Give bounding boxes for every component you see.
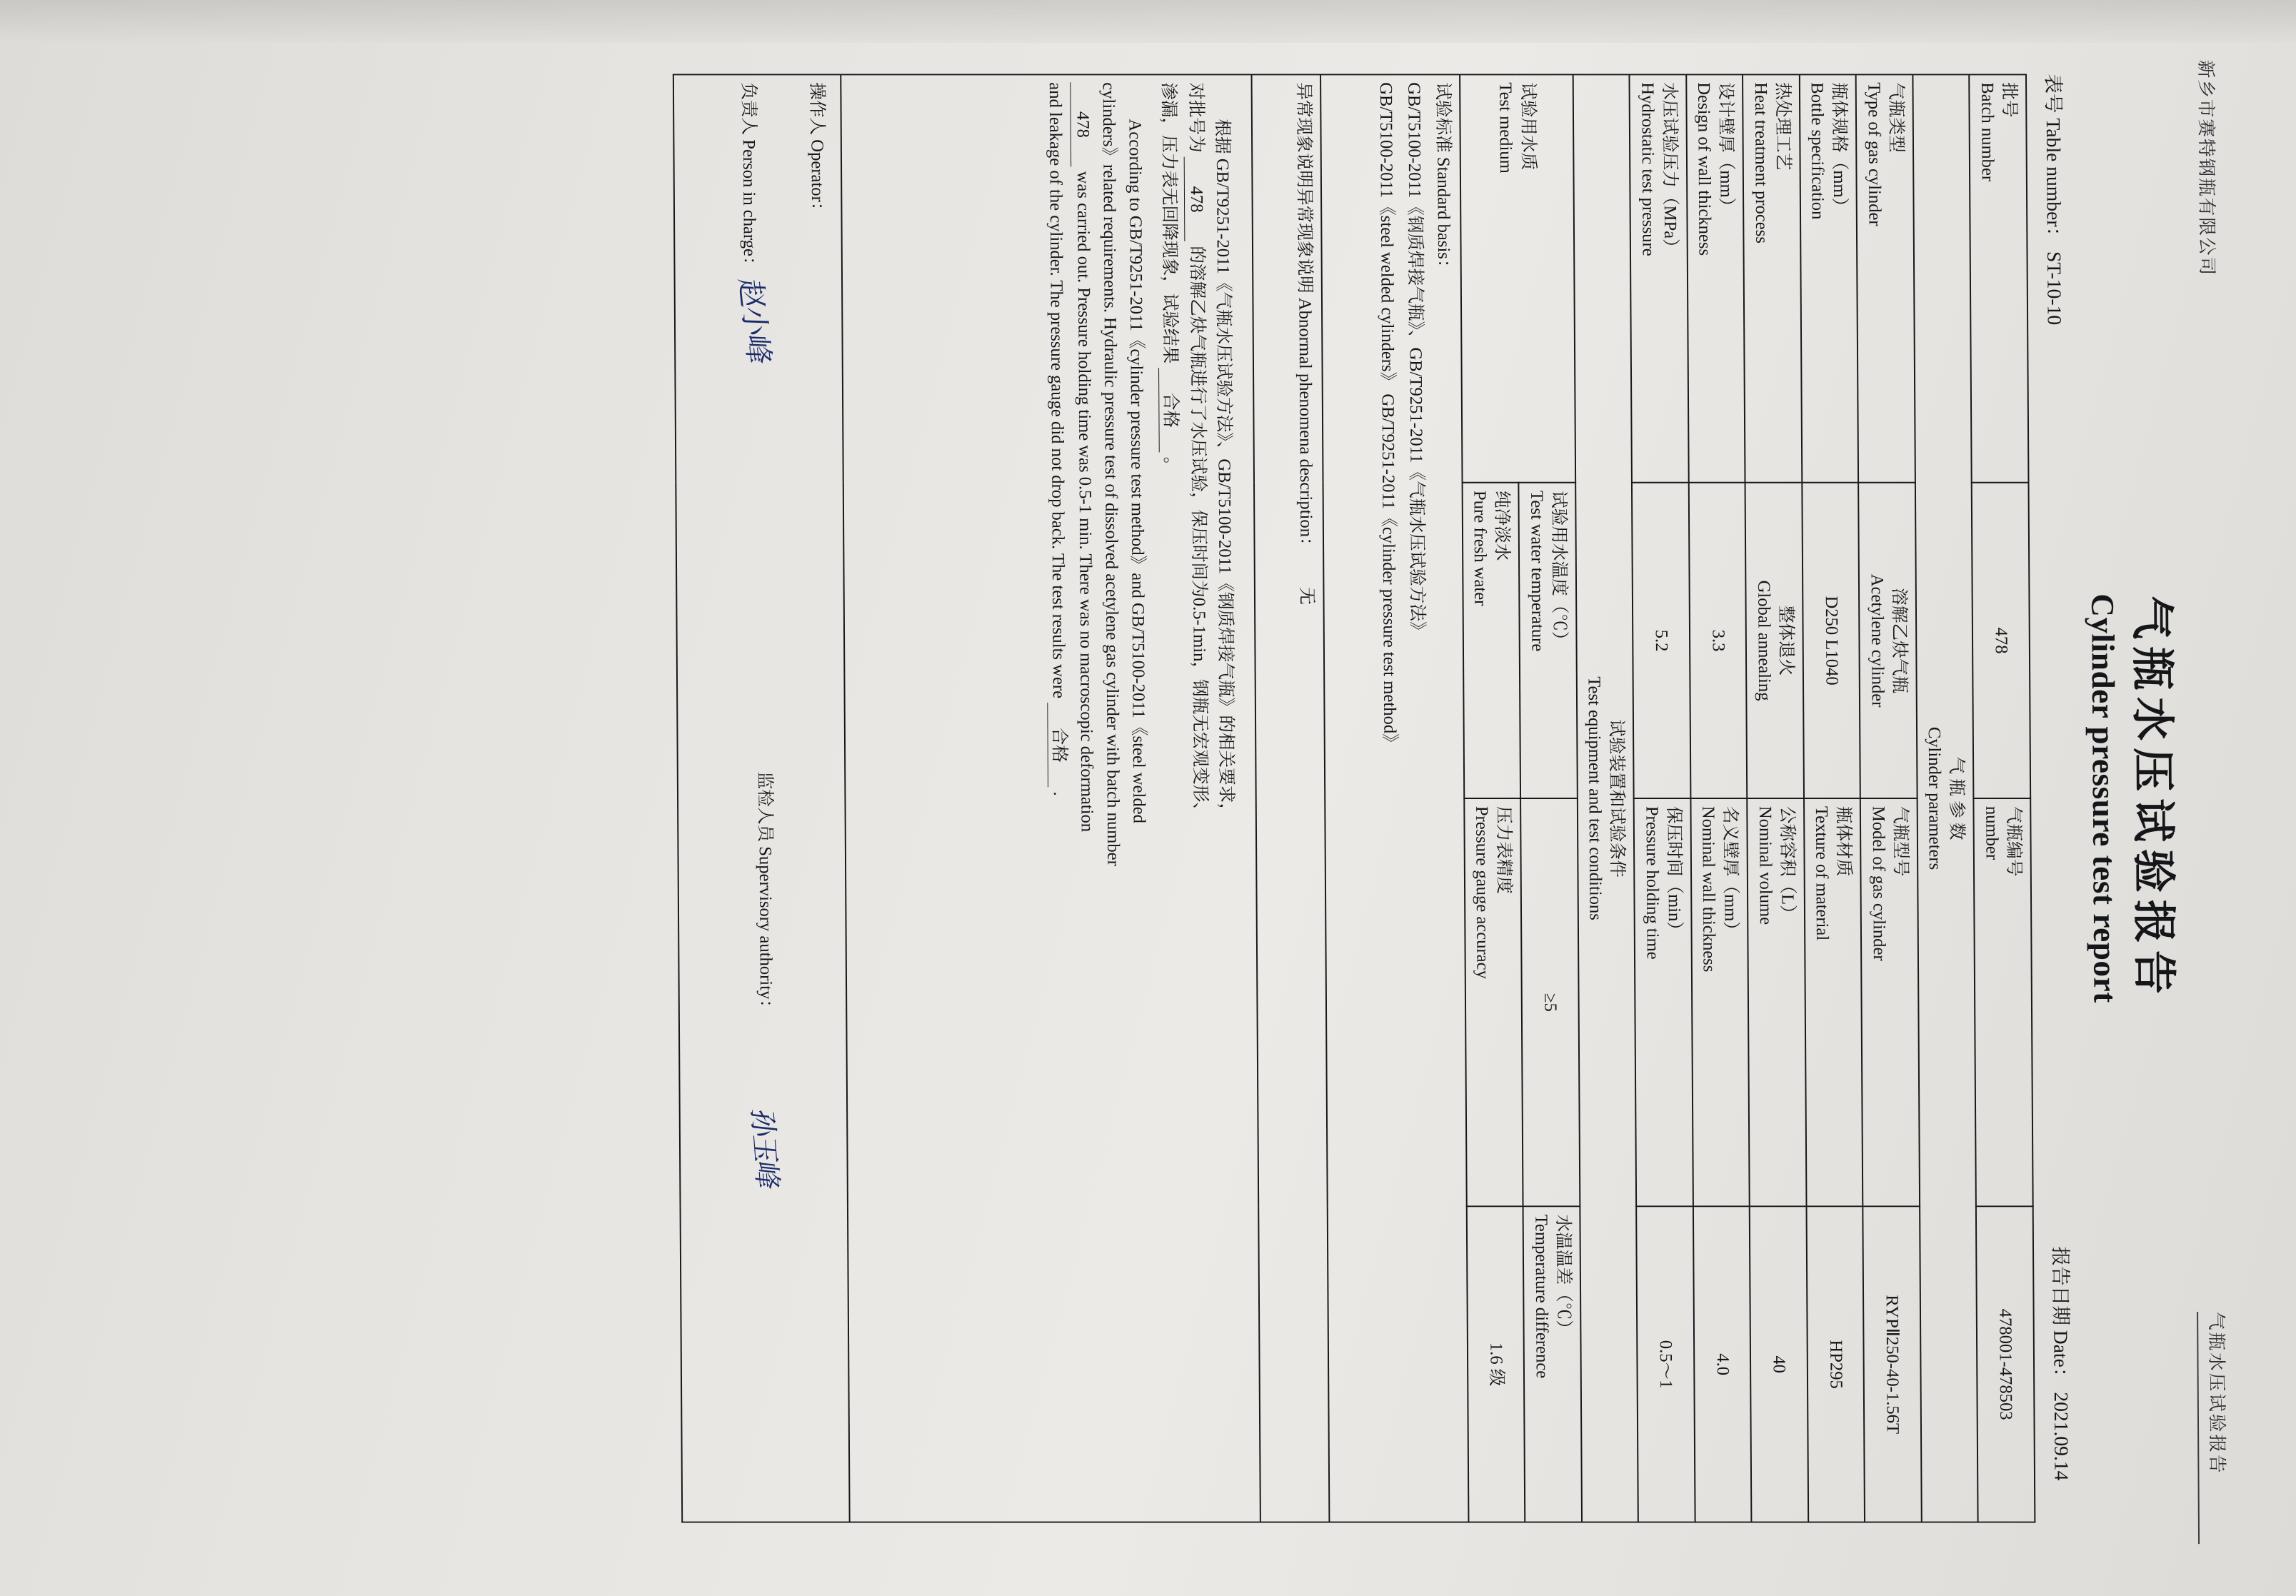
signature-cell <box>673 74 849 1522</box>
row-label-2 <box>1804 798 1863 1206</box>
report-table <box>672 74 2035 1522</box>
row-label-cn: 热处理工艺 <box>1772 81 1793 170</box>
table-row-conditions-header <box>1573 74 1638 1522</box>
row-value: 3.3 <box>1688 483 1747 798</box>
medium-label-cn: 试验用水质 <box>1518 81 1538 170</box>
row-label-cn: 瓶体规格（mm） <box>1829 81 1849 215</box>
standard-basis-head: 试验标准 Standard basis： <box>1433 81 1453 276</box>
signature-row-operator <box>771 82 836 1514</box>
serial-value: 478001-478503 <box>1976 1206 2035 1522</box>
condition-value-3: 1.6 级 <box>1466 1206 1525 1522</box>
page-title-en: Cylinder pressure test report <box>2084 593 2123 1003</box>
serial-label-cn: 气瓶编号 <box>2003 805 2023 876</box>
row-value-2: 0.5～1 <box>1636 1206 1695 1522</box>
row-label-2-cn: 瓶体材质 <box>1833 805 1853 876</box>
medium-label-en: Test medium <box>1495 81 1515 174</box>
standard-basis-line1: GB/T5100-2011《钢质焊接气瓶》、GB/T9251-2011《气瓶水压试验方法》 <box>1403 81 1426 639</box>
analysis-en-line1: According to GB/T9251-2011《cylinder pressure test method》and GB/T5100-2011《steel welded <box>1125 118 1148 823</box>
table-row-analysis <box>841 74 1260 1522</box>
table-row-condition <box>1516 74 1582 1522</box>
table-row <box>1743 74 1808 1522</box>
signature-row-charge <box>708 81 783 1514</box>
conditions-header-cn: 试验装置和试验条件 <box>1606 718 1627 878</box>
table-row-signatures <box>673 74 849 1522</box>
authority-label: 监检人员 Supervisory authority： <box>754 771 776 1017</box>
in-charge-signature: 赵小峰 <box>732 277 777 363</box>
row-label-2 <box>1860 798 1920 1206</box>
row-label-2-en: Nominal wall thickness <box>1698 805 1719 972</box>
analysis-batch-cn: 478 <box>1184 156 1207 241</box>
row-value-2: RYPⅡ250-40-1.56T <box>1863 1206 1921 1522</box>
params-header-en: Cylinder parameters <box>1924 726 1945 870</box>
row-label <box>1799 74 1858 483</box>
analysis-en-line2-text: cylinders》related requirements. Hydraulic pressure test of dissolved acetylene gas cylinder with batch number <box>1098 81 1123 866</box>
row-label <box>1629 74 1688 483</box>
analysis-batch-en: 478 <box>1070 82 1093 166</box>
standard-basis-line2: GB/T5100-2011《steel welded cylinders》 GB/T9251-2011《cylinder pressure test method》 <box>1375 81 1400 751</box>
condition-medium-value-cn: 纯净淡水 <box>1491 490 1512 561</box>
report-date-label: 报告日期 Date： <box>2048 1246 2071 1387</box>
side-mark-text: 气瓶水压试验报告 <box>2205 1311 2227 1475</box>
table-row <box>1856 74 1922 1522</box>
table-row-params-header <box>1913 74 1978 1522</box>
row-value: 5.2 <box>1632 483 1690 798</box>
row-label-2 <box>1747 798 1806 1206</box>
params-header <box>1913 74 1978 1522</box>
analysis-result-cn: 合格 <box>1158 368 1181 452</box>
row-label <box>1856 74 1915 483</box>
condition-label-2-cn: 水温温差（℃） <box>1553 1214 1573 1337</box>
row-value: D250 L1040 <box>1802 483 1860 798</box>
analysis-en-line4 <box>1043 82 1075 1514</box>
conditions-header <box>1573 74 1638 1522</box>
analysis-cn-line3 <box>1156 82 1188 1514</box>
batch-value: 478 <box>1972 483 2030 798</box>
condition-label-2 <box>1523 1206 1582 1522</box>
analysis-en-line4-pre: and leakage of the cylinder. The pressure gauge did not drop back. The test results were <box>1045 81 1068 698</box>
table-row-standard-basis <box>1320 74 1468 1522</box>
row-label-2-en: Model of gas cylinder <box>1868 805 1888 961</box>
page-title-cn: 气瓶水压试验报告 <box>2125 595 2180 1001</box>
row-label-cn: 气瓶类型 <box>1885 81 1905 153</box>
condition-label-cn: 试验用水温度（℃） <box>1548 490 1569 649</box>
row-label-2-cn: 气瓶型号 <box>1890 805 1910 876</box>
analysis-cn-line2-post: 的溶解乙炔气瓶进行了水压试验，保压时间为0.5-1min，钢瓶无宏观变形、 <box>1186 245 1210 820</box>
table-number-label: 表号 Table number： <box>2041 73 2065 246</box>
table-row <box>1799 74 1865 1522</box>
row-value-2: 4.0 <box>1693 1206 1751 1522</box>
analysis-en-line4-post: . <box>1050 791 1069 796</box>
row-label-2-en: Nominal volume <box>1755 805 1775 925</box>
serial-label-en: number <box>1981 805 2001 860</box>
condition-label-3-cn: 压力表精度 <box>1493 805 1514 894</box>
abnormal-cell <box>1251 74 1329 1522</box>
row-value-2: 40 <box>1750 1206 1808 1522</box>
document-rotation-wrapper <box>49 31 2246 1565</box>
row-label-2-cn: 保压时间（min） <box>1663 805 1684 939</box>
condition-medium-value <box>1462 483 1520 798</box>
analysis-cn-line3-post: 。 <box>1160 456 1180 474</box>
row-value-cn: 整体退火 <box>1775 605 1795 676</box>
analysis-cn-line2-pre: 对批号为 <box>1185 81 1205 153</box>
side-mark <box>2197 1312 2228 1544</box>
authority-signature: 孙玉峰 <box>744 1107 783 1189</box>
condition-value: ≥5 <box>1520 798 1580 1206</box>
row-label-en: Hydrostatic test pressure <box>1637 81 1658 256</box>
condition-label <box>1518 483 1577 798</box>
batch-label-cn: 批号 <box>1999 81 2019 118</box>
row-value-en: Global annealing <box>1753 580 1774 701</box>
row-value <box>1745 483 1804 798</box>
standard-basis-cell <box>1320 74 1468 1522</box>
row-label-en: Design of wall thickness <box>1693 81 1714 256</box>
abnormal-value: 无 <box>1296 586 1316 605</box>
analysis-result-en: 合格 <box>1047 703 1070 787</box>
condition-label-2-en: Temperature difference <box>1530 1214 1551 1378</box>
row-label-2-en: Pressure holding time <box>1641 805 1662 960</box>
row-label-cn: 水压试验压力（MPa） <box>1659 81 1680 256</box>
table-row-batch <box>1969 74 2035 1522</box>
condition-label-en: Test water temperature <box>1526 490 1547 651</box>
row-label-en: Type of gas cylinder <box>1863 81 1884 226</box>
params-header-cn: 气 瓶 参 数 <box>1946 756 1966 840</box>
company-name: 新乡市赛特钢瓶有限公司 <box>2195 59 2217 276</box>
analysis-en-line3-text: was carried out. Pressure holding time was 0.5-1 min. There was no macroscopic deformation <box>1073 171 1096 832</box>
table-number-value: ST-10-10 <box>2042 251 2065 325</box>
row-label-2-en: Texture of material <box>1811 805 1832 940</box>
table-row-abnormal <box>1251 74 1329 1522</box>
row-label <box>1686 74 1745 483</box>
in-charge-label: 负责人 Person in charge： <box>738 81 759 274</box>
analysis-cn-line3-pre: 渗漏，压力表无回降现象，试验结果 <box>1158 81 1180 363</box>
row-value-cn: 溶解乙炔气瓶 <box>1888 587 1909 693</box>
report-date-value: 2021.09.14 <box>2049 1391 2072 1480</box>
row-label-2-cn: 名义壁厚（mm） <box>1720 805 1740 939</box>
serial-label <box>1973 798 2032 1206</box>
condition-medium-value-en: Pure fresh water <box>1470 490 1490 606</box>
table-number <box>2040 74 2066 325</box>
row-label-en: Heat treatment process <box>1750 81 1771 244</box>
conditions-header-en: Test equipment and test conditions <box>1584 676 1605 920</box>
row-label-en: Bottle specification <box>1807 81 1828 219</box>
batch-label-en: Batch number <box>1977 81 1997 181</box>
table-row <box>1629 74 1695 1522</box>
row-label-2-cn: 公称容积（L） <box>1777 805 1797 923</box>
analysis-en-line3 <box>1070 82 1101 1514</box>
analysis-cn-line1: 根据 GB/T9251-2011《气瓶水压试验方法》、GB/T5100-2011《钢质焊接气瓶》的相关要求， <box>1212 118 1235 820</box>
row-value <box>1858 483 1917 798</box>
report-document <box>49 31 2246 1565</box>
table-row <box>1686 74 1752 1522</box>
side-mark-rule <box>2197 1312 2200 1544</box>
condition-label-3 <box>1464 798 1523 1206</box>
medium-label <box>1460 74 1575 483</box>
analysis-cell <box>841 74 1260 1522</box>
report-date <box>2047 1246 2072 1480</box>
analysis-cn-line2 <box>1183 82 1215 1514</box>
row-label-2 <box>1690 798 1750 1206</box>
abnormal-head: 异常现象说明异常现象说明 Abnormal phenomena description： <box>1293 81 1315 555</box>
row-label-cn: 设计壁厚（mm） <box>1715 81 1736 215</box>
batch-label <box>1969 74 2028 483</box>
row-label <box>1743 74 1802 483</box>
analysis-en-line2 <box>1097 82 1128 1514</box>
analysis-head <box>1240 82 1249 1514</box>
row-label-2 <box>1634 798 1693 1206</box>
condition-label-3-en: Pressure gauge accuracy <box>1471 805 1492 979</box>
operator-label: 操作人 Operator： <box>806 81 827 219</box>
row-value-en: Acetylene cylinder <box>1866 573 1887 707</box>
row-value-2: HP295 <box>1806 1206 1865 1522</box>
